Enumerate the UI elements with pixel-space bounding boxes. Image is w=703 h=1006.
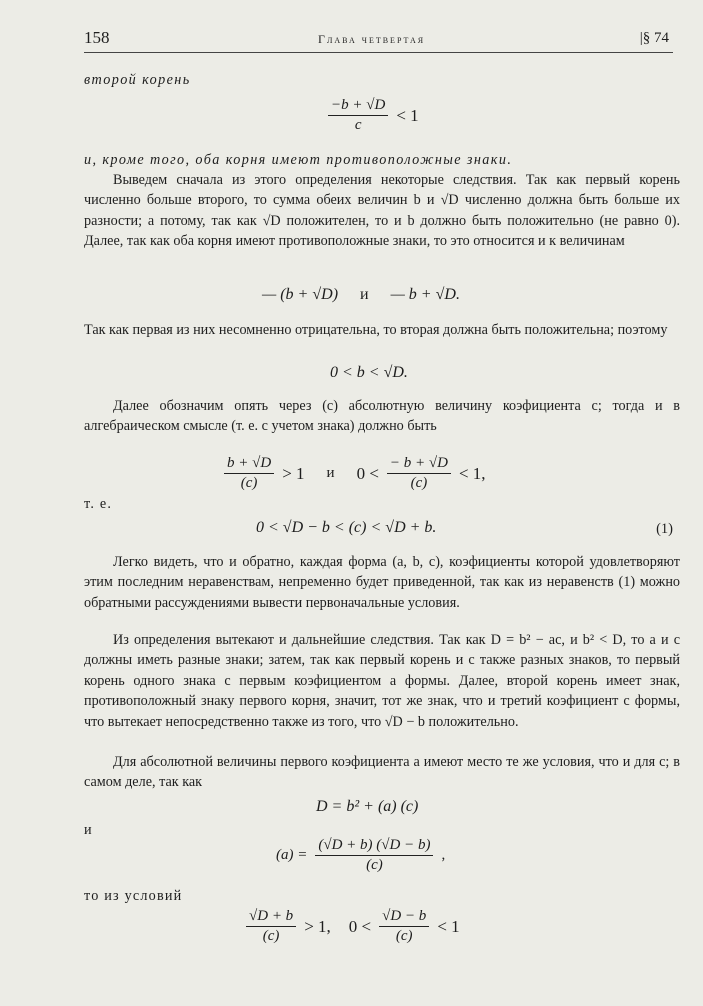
te-label: т. е. bbox=[84, 496, 113, 512]
paragraph-1: Выведем сначала из этого определения некоторые следствия. Так как первый корень численно больше второго, то сумма обеих величин b и √D численно должна быть больше их разности; а потому, так как √D положителен, то и b должно быть положительно (не равно 0). Далее, так как оба корня имеют противоположные знаки, то это относится и к величинам bbox=[84, 172, 680, 250]
fraction: $\frac{(√D + b) (√D - b)}{(c)}$ bbox=[315, 837, 433, 874]
equation-number: (1) bbox=[656, 521, 673, 537]
equation-root-bound: $\frac{-b + √D}{c}$ < 1 bbox=[328, 97, 419, 134]
running-head: Глава четвертая bbox=[318, 32, 426, 46]
paragraph-3: Далее обозначим опять через (c) абсолютную величину коэфициента c; тогда и в алгебраическом смысле (т. е. с учетом знака) должно быть bbox=[84, 398, 680, 435]
header-rule bbox=[84, 52, 673, 53]
page-header bbox=[84, 28, 673, 50]
equation-a: (a) = $\frac{(√D + b) (√D - b)}{(c)}$ , bbox=[276, 837, 446, 873]
page-number: 158 bbox=[84, 28, 110, 47]
paragraph-4: Легко видеть, что и обратно, каждая форма (a, b, c), коэфициенты которой удовлетворяют этим последним неравенствам, непременно будет приведенной, так как из неравенств (1) можно обратными рассуждениями вывести первоначальные условия. bbox=[84, 554, 680, 611]
fraction: $\frac{- b + √D}{(c)}$ bbox=[387, 455, 451, 492]
to-label: то из условий bbox=[84, 888, 183, 904]
italic-statement: и, кроме того, оба корня имеют противоположные знаки. bbox=[84, 152, 513, 168]
fraction: $\frac{√D - b}{(c)}$ bbox=[379, 908, 429, 945]
equation-fractions: $\frac{b + √D}{(c)}$ > 1 и 0 < $\frac{- b + √D}{(c)}$ < 1, bbox=[224, 455, 486, 492]
equation-inequality: 0 < b < √D. bbox=[330, 364, 408, 381]
equation-D: D = b² + (a) (c) bbox=[316, 798, 419, 815]
intro-italic: второй корень bbox=[84, 72, 191, 88]
fraction: $\frac{√D + b}{(c)}$ bbox=[246, 908, 296, 945]
i-label: и bbox=[84, 822, 93, 838]
section-mark: |§ 74 bbox=[639, 30, 669, 46]
fraction: $\frac{-b + √D}{c}$ bbox=[328, 97, 388, 134]
fraction: $\frac{b + √D}{(c)}$ bbox=[224, 455, 274, 492]
equation-main: 0 < √D − b < (c) < √D + b. bbox=[256, 519, 437, 536]
paragraph-5: Из определения вытекают и дальнейшие следствия. Так как D = b² − ac, и b² < D, то a и c должны иметь разные знаки; затем, так как первый корень и c также разных знаков, то первый корень одного знака с первым коэфициентом a формы. Далее, второй корень имеет знак, противоположный знаку первого корня, значит, тот же знак, что и третий коэфициент c формы, что вытекает непосредственно также из того, что √D − b положительно. bbox=[84, 632, 680, 730]
equation-last: $\frac{√D + b}{(c)}$ > 1, 0 < $\frac{√D - b}{(c)}$ < 1 bbox=[246, 908, 460, 945]
equation-pair: — (b + √D) и — b + √D. bbox=[262, 286, 460, 303]
paragraph-2: Так как первая из них несомненно отрицательна, то вторая должна быть положительна; поэтому bbox=[84, 322, 668, 338]
paragraph-6: Для абсолютной величины первого коэфициента a имеют место те же условия, что и для c; в самом деле, так как bbox=[84, 754, 680, 791]
